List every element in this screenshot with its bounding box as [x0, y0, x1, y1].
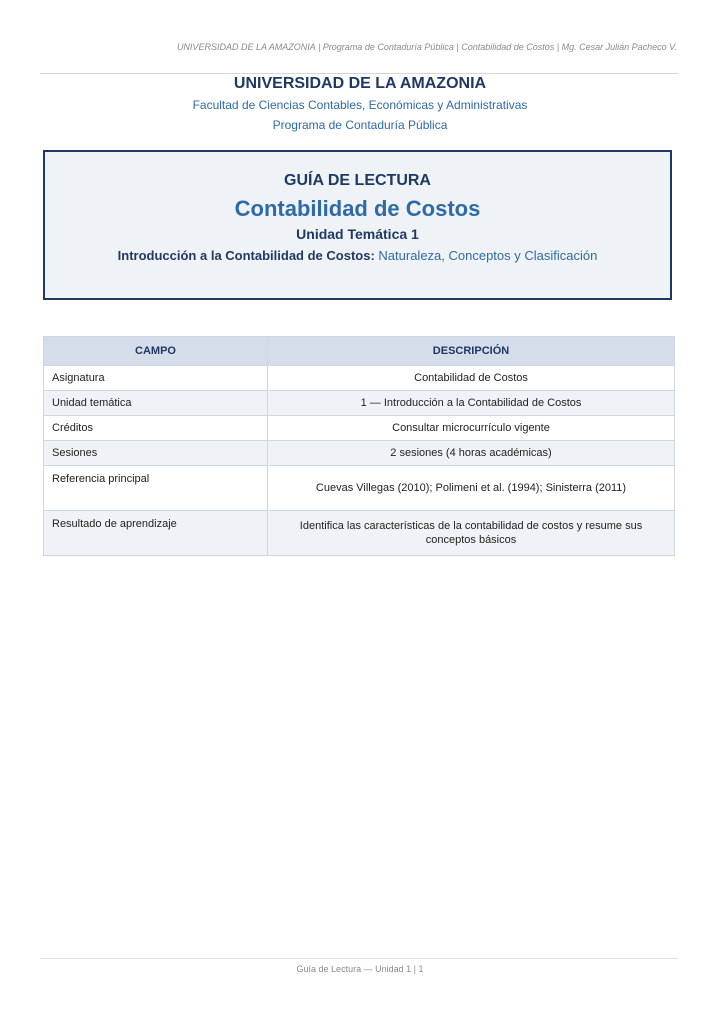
table-row	[44, 511, 675, 556]
field-cell: Resultado de aprendizaje	[44, 511, 268, 556]
course-info-table	[43, 336, 675, 556]
unit-label: Unidad Temática 1	[296, 226, 419, 242]
page-footer: Guía de Lectura — Unidad 1 | 1	[296, 964, 424, 974]
description-cell: Contabilidad de Costos	[268, 366, 675, 391]
cover-box	[43, 150, 672, 300]
running-header: UNIVERSIDAD DE LA AMAZONIA | Programa de Contaduría Pública | Contabilidad de Costos | Mg. Cesar Julián Pacheco V.	[176, 42, 677, 52]
field-cell: Créditos	[44, 416, 268, 441]
unit-subtitle-rest: Naturaleza, Conceptos y Clasificación	[378, 248, 598, 263]
table-header-row	[44, 337, 675, 366]
faculty-name: Facultad de Ciencias Contables, Económicas y Administrativas	[192, 98, 528, 112]
header-divider	[40, 73, 678, 74]
field-cell: Asignatura	[44, 366, 268, 391]
description-cell: 2 sesiones (4 horas académicas)	[268, 441, 675, 466]
description-cell: Consultar microcurrículo vigente	[268, 416, 675, 441]
course-title: Contabilidad de Costos	[234, 196, 481, 221]
institution-name: UNIVERSIDAD DE LA AMAZONIA	[233, 75, 487, 92]
table-row	[44, 441, 675, 466]
unit-subtitle-strong: Introducción a la Contabilidad de Costos:	[117, 248, 375, 263]
column-header-field: CAMPO	[44, 337, 268, 366]
table-row	[44, 466, 675, 511]
table-row	[44, 391, 675, 416]
program-name: Programa de Contaduría Pública	[272, 118, 448, 132]
description-cell: Cuevas Villegas (2010); Polimeni et al. (1994); Sinisterra (2011)	[268, 466, 675, 511]
unit-subtitle	[45, 248, 670, 263]
footer-divider	[40, 958, 678, 959]
field-cell: Unidad temática	[44, 391, 268, 416]
column-header-description: DESCRIPCIÓN	[268, 337, 675, 366]
guide-label: GUÍA DE LECTURA	[284, 172, 431, 189]
field-cell: Sesiones	[44, 441, 268, 466]
description-cell: 1 — Introducción a la Contabilidad de Costos	[268, 391, 675, 416]
table-row	[44, 416, 675, 441]
description-cell: Identifica las características de la contabilidad de costos y resume sus conceptos básicos	[268, 511, 675, 556]
table-row	[44, 366, 675, 391]
field-cell: Referencia principal	[44, 466, 268, 511]
